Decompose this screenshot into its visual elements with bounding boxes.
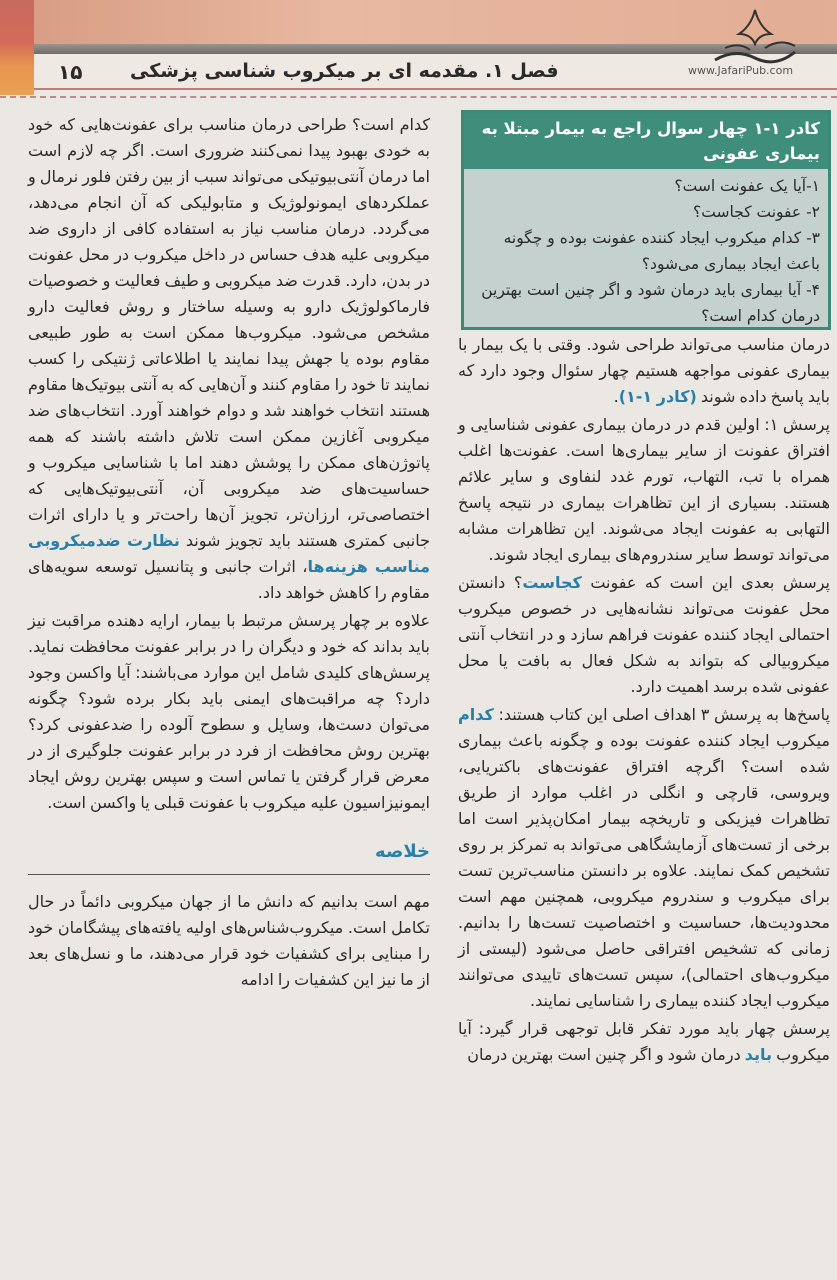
paragraph: پرسش ۱: اولین قدم در درمان بیماری عفونی شناسایی و افتراق عفونت از سایر بیماری‌ها است. عفونت‌ها اغلب همراه با تب، التهاب، تورم غدد لنفاوی و سایر علائم هستند. بسیاری از این تظاهرات بیماری در نتیجه پاسخ التهابی به عفونت ایجاد می‌شوند. این تظاهرات مشابه می‌تواند توسط سایر سندروم‌های بیماری ایجاد شوند. xyxy=(458,415,831,564)
right-column xyxy=(458,332,830,1070)
box-item: ۲- عفونت کجاست؟ xyxy=(693,203,820,221)
paragraph: علاوه بر چهار پرسش مرتبط با بیمار، ارایه دهنده مراقبت نیز باید بداند که خود و دیگران را در برابر عفونت محافظت نماید. پرسش‌های کلیدی شامل این موارد می‌باشند: آیا واکسن وجود دارد؟ چه مراقبت‌های ایمنی باید بکار برده شود؟ چگونه می‌توان دست‌ها، وسایل و سطوح آلوده را ضدعفونی کرد؟ بهترین روش محافظت از فرد در برابر عفونت جلوگیری از در معرض قرار گرفتن یا تماس است و سپس بهترین روش ایجاد ایمونیزاسیون علیه میکروب با عفونت قبلی یا واکسن است. xyxy=(28,611,430,812)
paragraph xyxy=(458,570,830,700)
text: درمان شود و اگر چنین است بهترین درمان xyxy=(467,1045,745,1064)
box-item: ۱-آیا یک عفونت است؟ xyxy=(674,177,820,195)
highlight-term: باید xyxy=(744,1045,773,1064)
highlight-term: کدام xyxy=(458,705,494,724)
header-rule xyxy=(34,88,837,90)
box-reference-link[interactable]: (کادر ۱-۱) xyxy=(618,387,697,406)
chapter-tab xyxy=(0,0,34,95)
text: . xyxy=(613,387,619,406)
summary-heading: خلاصه xyxy=(375,841,430,862)
box-item: ۴- آیا بیماری باید درمان شود و اگر چنین است بهترین درمان کدام است؟ xyxy=(481,281,820,325)
text: کدام است؟ طراحی درمان مناسب برای عفونت‌هایی که خود به خودی بهبود پیدا نمی‌کنند ضروری است. اگر چه لازم است اما درمان آنتی‌بیوتیکی می‌تواند سبب از بین رفتن فلور نرمال و عملکردهای ایمونولوژیک و متابولیکی که آن انجام می‌دهد، می‌گردد. درمان مناسب نیاز به استفاده کافی از داروی ضد میکروبی علیه هدف حساس در داخل میکروب در محل عفونت در بدن، دارد. قدرت ضد میکروبی و طیف فعالیت و خصوصیات فارماکولوژیک دارو به وسیله ساختار و روش فعالیت دارو مشخص می‌شود. میکروب‌ها ممکن است به طور طبیعی مقاوم بوده یا جهش پیدا نمایند یا اطلاعاتی ژنتیکی را کسب نمایند تا خود را مقاوم کنند و آن‌هایی که به آنتی بیوتیک‌ها مقاوم هستند انتخاب خواهند شد و دوام خواهند آورد. انتخاب‌های ضد میکروبی آغازین ممکن است تلاش داشته باشند که همه پاتوژن‌های ممکن را پوشش دهند اما با شناسایی میکروب و حساسیت‌های ضد میکروبی آن، آنتی‌بیوتیک‌هایی که اختصاصی‌تر، ارزان‌تر، تجویز آن‌ها راحت‌تر و یا دارای اثرات جانبی کمتری هستند باید تجویز شوند xyxy=(28,115,431,550)
text: پاسخ‌ها به پرسش ۳ اهداف اصلی این کتاب هستند: xyxy=(493,705,831,724)
text: ؟ دانستن محل عفونت می‌تواند نشانه‌هایی در خصوص میکروب احتمالی ایجاد کننده عفونت فراهم سازد و در انتخاب آنتی میکروبیالی که بتواند به شکل فعال به بافت یا محل عفونی شده برسد اهمیت دارد. xyxy=(458,573,830,696)
summary-text: مهم است بدانیم که دانش ما از جهان میکروبی دائماً در حال تکامل است. میکروب‌شناس‌های اولیه یافته‌های پیشگامان خود را مبنایی برای کشفیات خود قرار می‌دهند، ما و نسل‌های بعد از ما نیز این کشفیات را ادامه xyxy=(28,892,430,989)
highlight-term: کجاست xyxy=(522,573,582,592)
paragraph xyxy=(458,702,830,1014)
text: پرسش بعدی این است که عفونت xyxy=(581,573,830,592)
text: پرسش چهار باید مورد تفکر قابل توجهی قرار گیرد: آیا میکروب xyxy=(458,1019,830,1064)
box-question-list xyxy=(464,169,828,333)
chapter-title: فصل ۱. مقدمه ای بر میکروب شناسی پزشکی xyxy=(130,60,559,82)
paragraph xyxy=(458,332,830,410)
publisher-url: www.JafariPub.com xyxy=(688,64,794,77)
left-column xyxy=(28,112,430,995)
paragraph xyxy=(28,112,430,606)
box-title: کادر ۱-۱ چهار سوال راجع به بیمار مبتلا به بیماری عفونی xyxy=(464,113,828,169)
dashed-divider xyxy=(0,96,837,98)
text: میکروب ایجاد کننده عفونت بوده و چگونه باعث بیماری شده است؟ اگرچه افتراق عفونت‌های باکتریایی، ویروسی، قارچی و انگلی در اغلب موارد از طریق تظاهرات فیزیکی و تاریخچه بیمار امکان‌پذیر است اما برخی از تست‌های آزمایشگاهی می‌تواند به تمرکز بر روی تشخیص کمک نمایند. علاوه بر دانستن مناسب‌ترین تست برای میکروب و سندروم میکروبی، همچنین مهم است محدودیت‌ها، حساسیت و اختصاصیت تست‌ها را بدانیم. زمانی که تشخیص افتراقی حاصل می‌شود (لیستی از میکروب‌های احتمالی)، سپس تست‌های تاییدی می‌توانند میکروب ایجاد کننده بیماری را شناسایی نمایند. xyxy=(458,731,830,1010)
summary-rule xyxy=(28,874,430,875)
paragraph xyxy=(458,1016,830,1068)
highlight-term: نظارت ضدمیکروبی مناسب هزینه‌ها xyxy=(28,531,431,576)
page-number: ۱۵ xyxy=(58,60,83,84)
text: درمان مناسب می‌تواند طراحی شود. وقتی با یک بیمار با بیماری عفونی مواجهه هستیم چهار سئوال وجود دارد که باید پاسخ داده شوند xyxy=(458,335,830,406)
box-item: ۳- کدام میکروب ایجاد کننده عفونت بوده و چگونه باعث ایجاد بیماری می‌شود؟ xyxy=(503,229,820,273)
text: ، اثرات جانبی و پتانسیل توسعه سویه‌های مقاوم را کاهش خواهد داد. xyxy=(28,557,430,602)
box-1-1 xyxy=(461,110,831,330)
